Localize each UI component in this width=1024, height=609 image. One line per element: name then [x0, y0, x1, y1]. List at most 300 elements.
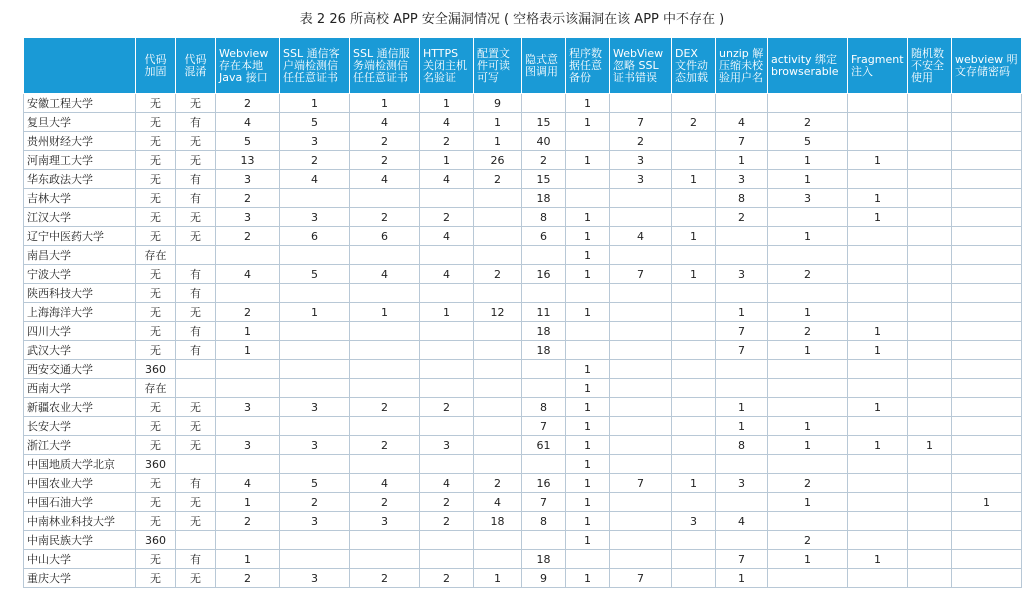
table-cell: 2 [768, 322, 848, 341]
table-cell: 存在 [136, 246, 176, 265]
table-cell: 8 [522, 512, 566, 531]
table-cell: 15 [522, 113, 566, 132]
table-cell [908, 132, 952, 151]
table-cell [176, 379, 216, 398]
table-cell [848, 132, 908, 151]
table-row [24, 569, 1022, 588]
table-cell: 1 [216, 322, 280, 341]
table-cell: 2 [216, 569, 280, 588]
table-cell: 1 [474, 569, 522, 588]
table-cell [522, 360, 566, 379]
table-cell: 3 [280, 398, 350, 417]
table-cell: 1 [216, 493, 280, 512]
table-cell: 2 [350, 132, 420, 151]
table-cell: 2 [216, 189, 280, 208]
table-cell: 1 [716, 569, 768, 588]
table-cell [848, 379, 908, 398]
table-cell [350, 322, 420, 341]
table-cell: 18 [522, 189, 566, 208]
column-header: webview 明 文存储密码 [952, 38, 1022, 94]
table-cell [474, 341, 522, 360]
university-name-cell: 复旦大学 [24, 113, 136, 132]
table-cell: 1 [420, 151, 474, 170]
table-cell: 有 [176, 284, 216, 303]
table-header [24, 38, 1022, 94]
table-cell: 4 [420, 227, 474, 246]
table-cell: 1 [768, 493, 848, 512]
table-cell [848, 417, 908, 436]
table-cell: 2 [350, 208, 420, 227]
table-cell [672, 208, 716, 227]
table-cell [672, 360, 716, 379]
table-cell [474, 550, 522, 569]
table-cell [610, 531, 672, 550]
table-cell [716, 246, 768, 265]
table-cell [522, 94, 566, 113]
table-cell: 2 [768, 265, 848, 284]
table-cell: 无 [136, 170, 176, 189]
table-cell [672, 132, 716, 151]
table-cell: 1 [768, 303, 848, 322]
column-header: Fragment 注入 [848, 38, 908, 94]
table-cell: 2 [420, 132, 474, 151]
vulnerability-table [23, 37, 1022, 588]
table-cell: 16 [522, 474, 566, 493]
table-cell: 无 [136, 189, 176, 208]
table-cell: 3 [280, 512, 350, 531]
table-cell [672, 303, 716, 322]
table-cell [566, 170, 610, 189]
table-cell [672, 417, 716, 436]
table-cell: 1 [566, 265, 610, 284]
table-cell [848, 303, 908, 322]
table-cell: 3 [716, 474, 768, 493]
table-cell: 1 [280, 303, 350, 322]
table-cell: 2 [672, 113, 716, 132]
table-cell [952, 569, 1022, 588]
table-cell [280, 322, 350, 341]
table-cell: 3 [716, 170, 768, 189]
table-cell [280, 284, 350, 303]
table-row [24, 265, 1022, 284]
table-cell: 2 [350, 493, 420, 512]
table-cell: 1 [716, 398, 768, 417]
table-row [24, 189, 1022, 208]
table-cell: 4 [716, 512, 768, 531]
table-cell [908, 170, 952, 189]
table-cell: 无 [136, 322, 176, 341]
table-cell [908, 493, 952, 512]
table-cell: 4 [216, 265, 280, 284]
table-cell: 无 [176, 227, 216, 246]
university-name-cell: 华东政法大学 [24, 170, 136, 189]
table-cell: 9 [522, 569, 566, 588]
table-cell: 4 [216, 474, 280, 493]
column-header: SSL 通信客 户端检测信 任任意证书 [280, 38, 350, 94]
table-row [24, 246, 1022, 265]
table-cell: 1 [566, 94, 610, 113]
table-cell: 1 [566, 151, 610, 170]
table-cell [522, 246, 566, 265]
table-cell [908, 246, 952, 265]
table-cell: 7 [522, 417, 566, 436]
table-cell: 有 [176, 189, 216, 208]
table-cell: 无 [136, 398, 176, 417]
table-cell: 4 [350, 113, 420, 132]
table-cell: 1 [566, 493, 610, 512]
table-cell: 2 [474, 265, 522, 284]
table-cell [566, 341, 610, 360]
column-header: 随机数 不安全 使用 [908, 38, 952, 94]
table-cell [474, 436, 522, 455]
table-cell: 4 [350, 265, 420, 284]
table-cell [672, 569, 716, 588]
table-cell [716, 284, 768, 303]
table-cell: 13 [216, 151, 280, 170]
table-cell [952, 94, 1022, 113]
table-cell: 2 [420, 208, 474, 227]
table-cell: 1 [566, 360, 610, 379]
table-cell: 360 [136, 455, 176, 474]
table-cell [610, 493, 672, 512]
table-cell [908, 341, 952, 360]
table-cell [474, 379, 522, 398]
table-cell [848, 94, 908, 113]
table-cell: 1 [672, 227, 716, 246]
table-cell: 1 [566, 436, 610, 455]
table-cell: 1 [848, 550, 908, 569]
table-cell [848, 455, 908, 474]
table-cell [908, 208, 952, 227]
table-cell [768, 284, 848, 303]
table-cell [610, 417, 672, 436]
table-cell: 无 [136, 341, 176, 360]
table-cell: 18 [522, 550, 566, 569]
table-body [24, 94, 1022, 588]
table-cell: 8 [716, 189, 768, 208]
table-cell: 无 [176, 132, 216, 151]
table-cell: 1 [350, 303, 420, 322]
table-cell [672, 455, 716, 474]
table-cell [420, 531, 474, 550]
table-cell: 1 [474, 132, 522, 151]
table-row [24, 531, 1022, 550]
table-cell [952, 417, 1022, 436]
table-cell: 7 [610, 569, 672, 588]
table-cell [716, 455, 768, 474]
table-cell [522, 455, 566, 474]
table-cell [176, 531, 216, 550]
table-cell [768, 208, 848, 227]
table-cell: 8 [522, 398, 566, 417]
table-cell: 1 [768, 550, 848, 569]
table-cell: 无 [136, 208, 176, 227]
university-name-cell: 西安交通大学 [24, 360, 136, 379]
table-row [24, 322, 1022, 341]
table-cell [952, 341, 1022, 360]
table-cell [350, 417, 420, 436]
table-cell [848, 493, 908, 512]
table-cell [474, 189, 522, 208]
column-header: 隐式意 图调用 [522, 38, 566, 94]
table-cell [610, 303, 672, 322]
table-cell: 1 [420, 94, 474, 113]
table-cell [420, 341, 474, 360]
table-cell: 无 [136, 113, 176, 132]
table-row [24, 132, 1022, 151]
table-cell [216, 531, 280, 550]
table-cell [908, 455, 952, 474]
table-cell [350, 531, 420, 550]
table-cell: 有 [176, 265, 216, 284]
table-cell [908, 550, 952, 569]
table-cell [610, 284, 672, 303]
university-name-cell: 浙江大学 [24, 436, 136, 455]
table-cell: 1 [768, 417, 848, 436]
university-name-cell: 江汉大学 [24, 208, 136, 227]
table-cell [952, 151, 1022, 170]
table-cell: 1 [566, 417, 610, 436]
table-cell [672, 284, 716, 303]
table-cell [474, 208, 522, 227]
table-cell: 3 [716, 265, 768, 284]
table-cell: 有 [176, 322, 216, 341]
table-cell: 无 [136, 474, 176, 493]
table-cell [848, 227, 908, 246]
table-cell [610, 398, 672, 417]
table-cell [908, 379, 952, 398]
table-cell: 2 [474, 474, 522, 493]
table-cell [716, 531, 768, 550]
table-cell: 4 [610, 227, 672, 246]
table-cell [176, 360, 216, 379]
table-cell [672, 493, 716, 512]
table-cell: 3 [610, 151, 672, 170]
table-cell [420, 246, 474, 265]
table-cell: 5 [216, 132, 280, 151]
table-cell [280, 360, 350, 379]
table-cell: 有 [176, 550, 216, 569]
table-cell [474, 531, 522, 550]
table-cell: 无 [176, 569, 216, 588]
table-row [24, 94, 1022, 113]
table-cell [908, 398, 952, 417]
university-name-cell: 南昌大学 [24, 246, 136, 265]
table-cell: 7 [522, 493, 566, 512]
column-header: 配置文 件可读 可写 [474, 38, 522, 94]
table-cell [768, 569, 848, 588]
table-cell [716, 379, 768, 398]
table-cell: 4 [350, 170, 420, 189]
university-name-cell: 中南林业科技大学 [24, 512, 136, 531]
table-cell [908, 512, 952, 531]
table-cell [952, 208, 1022, 227]
table-cell: 9 [474, 94, 522, 113]
table-cell [216, 379, 280, 398]
table-cell [848, 569, 908, 588]
table-cell [474, 398, 522, 417]
table-cell [768, 246, 848, 265]
table-row [24, 550, 1022, 569]
table-row [24, 455, 1022, 474]
university-name-cell: 安徽工程大学 [24, 94, 136, 113]
table-cell: 360 [136, 531, 176, 550]
table-cell: 16 [522, 265, 566, 284]
university-name-cell: 辽宁中医药大学 [24, 227, 136, 246]
table-cell: 1 [716, 151, 768, 170]
table-cell [952, 379, 1022, 398]
table-cell: 2 [610, 132, 672, 151]
table-cell: 8 [716, 436, 768, 455]
table-cell [566, 550, 610, 569]
table-cell: 有 [176, 474, 216, 493]
table-cell: 无 [176, 151, 216, 170]
table-cell: 2 [350, 151, 420, 170]
column-header: HTTPS 关闭主机 名验证 [420, 38, 474, 94]
table-row [24, 284, 1022, 303]
table-cell: 12 [474, 303, 522, 322]
table-cell [280, 455, 350, 474]
table-row [24, 303, 1022, 322]
table-cell: 3 [768, 189, 848, 208]
table-cell: 2 [216, 512, 280, 531]
table-cell [848, 170, 908, 189]
table-cell: 1 [216, 341, 280, 360]
table-cell: 2 [474, 170, 522, 189]
table-cell: 无 [176, 398, 216, 417]
table-cell [848, 265, 908, 284]
university-name-cell: 中山大学 [24, 550, 136, 569]
table-cell: 15 [522, 170, 566, 189]
table-cell [848, 512, 908, 531]
table-cell [672, 550, 716, 569]
table-cell [566, 322, 610, 341]
table-cell: 4 [420, 170, 474, 189]
table-cell: 无 [136, 265, 176, 284]
table-cell: 2 [280, 151, 350, 170]
table-cell [908, 189, 952, 208]
table-cell [610, 360, 672, 379]
university-name-cell: 上海海洋大学 [24, 303, 136, 322]
table-cell [908, 417, 952, 436]
table-cell: 1 [420, 303, 474, 322]
table-cell [420, 379, 474, 398]
table-cell [908, 303, 952, 322]
table-cell [952, 398, 1022, 417]
table-cell: 4 [350, 474, 420, 493]
table-cell [952, 132, 1022, 151]
column-header [24, 38, 136, 94]
table-cell: 2 [768, 474, 848, 493]
table-cell: 2 [280, 493, 350, 512]
table-cell: 1 [848, 341, 908, 360]
table-cell [952, 360, 1022, 379]
column-header: Webview 存在本地 Java 接口 [216, 38, 280, 94]
table-cell [280, 189, 350, 208]
table-cell: 2 [716, 208, 768, 227]
table-cell: 4 [716, 113, 768, 132]
table-cell [610, 189, 672, 208]
table-cell [908, 227, 952, 246]
table-cell: 1 [716, 417, 768, 436]
table-row [24, 151, 1022, 170]
table-cell: 4 [420, 265, 474, 284]
table-cell [908, 151, 952, 170]
table-cell: 3 [420, 436, 474, 455]
table-cell: 1 [566, 246, 610, 265]
table-row [24, 436, 1022, 455]
table-cell [280, 550, 350, 569]
table-cell: 5 [280, 265, 350, 284]
table-cell: 1 [280, 94, 350, 113]
column-header: unzip 解 压缩未校 验用户名 [716, 38, 768, 94]
table-cell [420, 550, 474, 569]
table-cell [474, 417, 522, 436]
table-cell [566, 132, 610, 151]
table-cell: 7 [716, 341, 768, 360]
table-cell: 6 [522, 227, 566, 246]
table-cell [848, 113, 908, 132]
table-cell [908, 474, 952, 493]
table-cell [848, 284, 908, 303]
table-cell [848, 246, 908, 265]
table-cell: 1 [908, 436, 952, 455]
table-cell [908, 94, 952, 113]
university-name-cell: 四川大学 [24, 322, 136, 341]
table-cell: 2 [216, 303, 280, 322]
table-cell [952, 303, 1022, 322]
column-header: 程序数 据任意 备份 [566, 38, 610, 94]
table-row [24, 493, 1022, 512]
table-cell [522, 284, 566, 303]
table-cell: 2 [420, 398, 474, 417]
table-cell [474, 322, 522, 341]
table-row [24, 227, 1022, 246]
table-cell [672, 322, 716, 341]
table-cell [952, 322, 1022, 341]
table-cell: 1 [566, 227, 610, 246]
table-cell [610, 341, 672, 360]
table-cell: 存在 [136, 379, 176, 398]
table-cell: 2 [420, 493, 474, 512]
table-cell: 1 [566, 208, 610, 227]
table-cell: 5 [280, 113, 350, 132]
table-cell: 1 [474, 113, 522, 132]
table-cell: 1 [848, 398, 908, 417]
table-cell [952, 550, 1022, 569]
table-cell [768, 360, 848, 379]
table-cell: 1 [566, 569, 610, 588]
table-cell [716, 227, 768, 246]
table-cell [672, 398, 716, 417]
table-cell [672, 151, 716, 170]
table-cell: 18 [474, 512, 522, 531]
table-row [24, 512, 1022, 531]
university-name-cell: 中国地质大学北京 [24, 455, 136, 474]
table-cell: 1 [566, 303, 610, 322]
table-cell: 有 [176, 341, 216, 360]
table-row [24, 417, 1022, 436]
table-cell [908, 113, 952, 132]
table-cell [672, 531, 716, 550]
table-cell: 26 [474, 151, 522, 170]
table-cell [522, 379, 566, 398]
table-cell: 61 [522, 436, 566, 455]
table-cell [952, 189, 1022, 208]
table-cell [952, 512, 1022, 531]
table-cell [350, 189, 420, 208]
table-cell [610, 94, 672, 113]
